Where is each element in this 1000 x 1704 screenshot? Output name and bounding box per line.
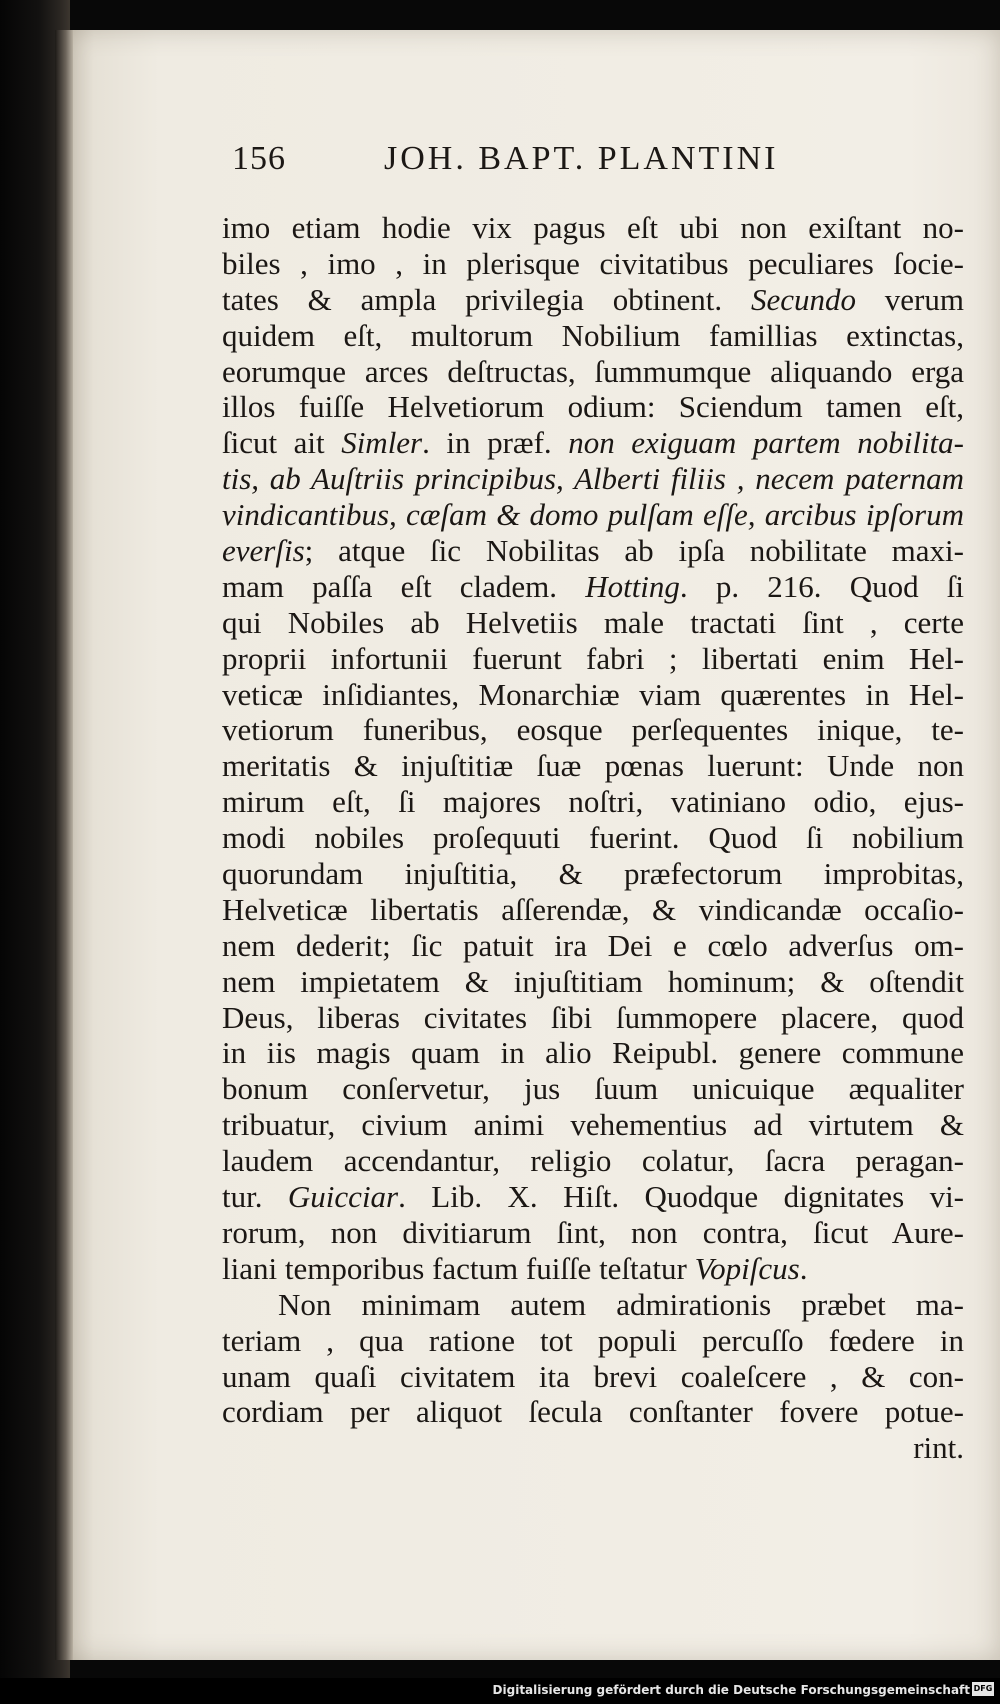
text-segment: ſicut ait [222, 425, 342, 461]
italic-text: non exiguam partem nobilita- [568, 425, 964, 461]
italic-text: Vopiſcus [694, 1250, 800, 1286]
text-line [222, 354, 964, 390]
text-segment: meritatis & injuſtitiæ ſuæ pœnas luerunt: Unde non [222, 748, 964, 784]
text-line [222, 497, 964, 533]
text-segment: liani temporibus factum fuiſſe teſtatur [222, 1250, 695, 1286]
text-segment: mirum eſt, ſi majores noſtri, vatiniano odio, ejus- [222, 784, 964, 820]
text-line [222, 246, 964, 282]
text-line [222, 856, 964, 892]
text-line [222, 641, 964, 677]
text-segment: in iis magis quam in alio Reipubl. genere commune [222, 1035, 964, 1071]
text-segment: cordiam per aliquot ſecula conſtanter fovere potue- [222, 1394, 964, 1430]
text-segment: teriam , qua ratione tot populi percuſſo fœdere in [222, 1322, 964, 1358]
text-line [222, 569, 964, 605]
text-line [222, 210, 964, 246]
text-line [222, 748, 964, 784]
dfg-logo: DFG [972, 1682, 994, 1696]
italic-text: everſis [222, 533, 305, 569]
text-segment: qui Nobiles ab Helvetiis male tractati ſint , certe [222, 604, 964, 640]
text-line [222, 928, 964, 964]
text-segment: . p. 216. Quod ſi [679, 568, 964, 604]
text-line [222, 1430, 964, 1466]
italic-text: vindicantibus, cæſam & domo pulſam eſſe, arcibus ipſorum [222, 497, 964, 533]
text-line [222, 425, 964, 461]
text-segment: quidem eſt, multorum Nobilium famillias extinctas, [222, 317, 964, 353]
text-segment: illos fuiſſe Helvetiorum odium: Sciendum tamen eſt, [222, 389, 964, 425]
text-segment: ; atque ſic Nobilitas ab ipſa nobilitate maxi- [304, 533, 964, 569]
text-segment: Helveticæ libertatis aſſerendæ, & vindicandæ occaſio- [222, 891, 964, 927]
text-line [222, 1107, 964, 1143]
text-line [222, 1071, 964, 1107]
text-line [222, 712, 964, 748]
text-segment: rorum, non divitiarum ſint, non contra, ſicut Aure- [222, 1214, 964, 1250]
text-segment: bonum conſervetur, jus ſuum unicuique æqualiter [222, 1071, 964, 1107]
text-segment: laudem accendantur, religio colatur, ſacra peragan- [222, 1143, 964, 1179]
text-segment: imo etiam hodie vix pagus eſt ubi non exiſtant no- [222, 210, 964, 245]
running-title: JOH. BAPT. PLANTINI [384, 140, 779, 177]
digitization-credit: Digitalisierung gefördert durch die Deutsche Forschungsgemeinschaft [492, 1683, 970, 1697]
text-line [222, 282, 964, 318]
text-line [222, 318, 964, 354]
text-line [222, 892, 964, 928]
text-line [222, 1323, 964, 1359]
text-segment: proprii infortunii fuerunt fabri ; libertati enim Hel- [222, 640, 964, 676]
text-segment: tribuatur, civium animi vehementius ad virtutem & [222, 1107, 964, 1143]
italic-text: Hotting [585, 568, 680, 604]
text-segment: verum [855, 281, 964, 317]
text-line [222, 1000, 964, 1036]
text-line [222, 964, 964, 1000]
text-line [222, 1143, 964, 1179]
text-line [222, 677, 964, 713]
text-segment: nem dederit; ſic patuit ira Dei e cœlo adverſus om- [222, 927, 964, 963]
text-line [222, 1215, 964, 1251]
text-line [222, 1035, 964, 1071]
text-segment: biles , imo , in plerisque civitatibus peculiares ſocie- [222, 245, 964, 281]
text-segment: . [799, 1250, 808, 1286]
text-line [222, 1251, 964, 1287]
text-segment: Non minimam autem admirationis præbet ma- [278, 1286, 964, 1322]
text-line [222, 1287, 964, 1323]
page-number: 156 [232, 140, 286, 177]
text-segment: vetiorum funeribus, eosque perſequentes inique, te- [222, 712, 964, 748]
italic-text: Guicciar [287, 1179, 399, 1215]
text-segment: rint. [913, 1430, 964, 1466]
text-line [222, 389, 964, 425]
text-line [222, 1179, 964, 1215]
text-line [222, 784, 964, 820]
italic-text: Simler [341, 425, 423, 461]
text-segment: tates & ampla privilegia obtinent. [222, 281, 751, 317]
text-segment: unam quaſi civitatem ita brevi coaleſcere , & con- [222, 1358, 964, 1394]
text-line [222, 1394, 964, 1430]
text-line [222, 820, 964, 856]
text-line [222, 533, 964, 569]
text-segment: veticæ inſidiantes, Monarchiæ viam quærentes in Hel- [222, 676, 964, 712]
text-segment: tur. [222, 1179, 288, 1215]
text-segment: . Lib. X. Hiſt. Quodque dignitates vi- [398, 1179, 965, 1215]
text-line [222, 605, 964, 641]
text-segment: quorundam injuſtitia, & præfectorum improbitas, [222, 856, 964, 892]
text-line [222, 461, 964, 497]
page-gutter-edge [55, 30, 73, 1660]
text-segment: eorumque arces deſtructas, ſummumque aliquando erga [222, 353, 964, 389]
text-segment: . in præf. [422, 425, 569, 461]
text-segment: nem impietatem & injuſtitiam hominum; & oſtendit [222, 963, 964, 999]
text-line [222, 1359, 964, 1395]
italic-text: Secundo [750, 281, 856, 317]
italic-text: tis, ab Auſtriis principibus, Alberti filiis , necem paternam [222, 461, 964, 497]
body-text [222, 210, 964, 1466]
text-segment: mam paſſa eſt cladem. [222, 568, 586, 604]
text-segment: Deus, liberas civitates ſibi ſummopere placere, quod [222, 999, 964, 1035]
text-segment: modi nobiles proſequuti fuerint. Quod ſi nobilium [222, 820, 964, 856]
